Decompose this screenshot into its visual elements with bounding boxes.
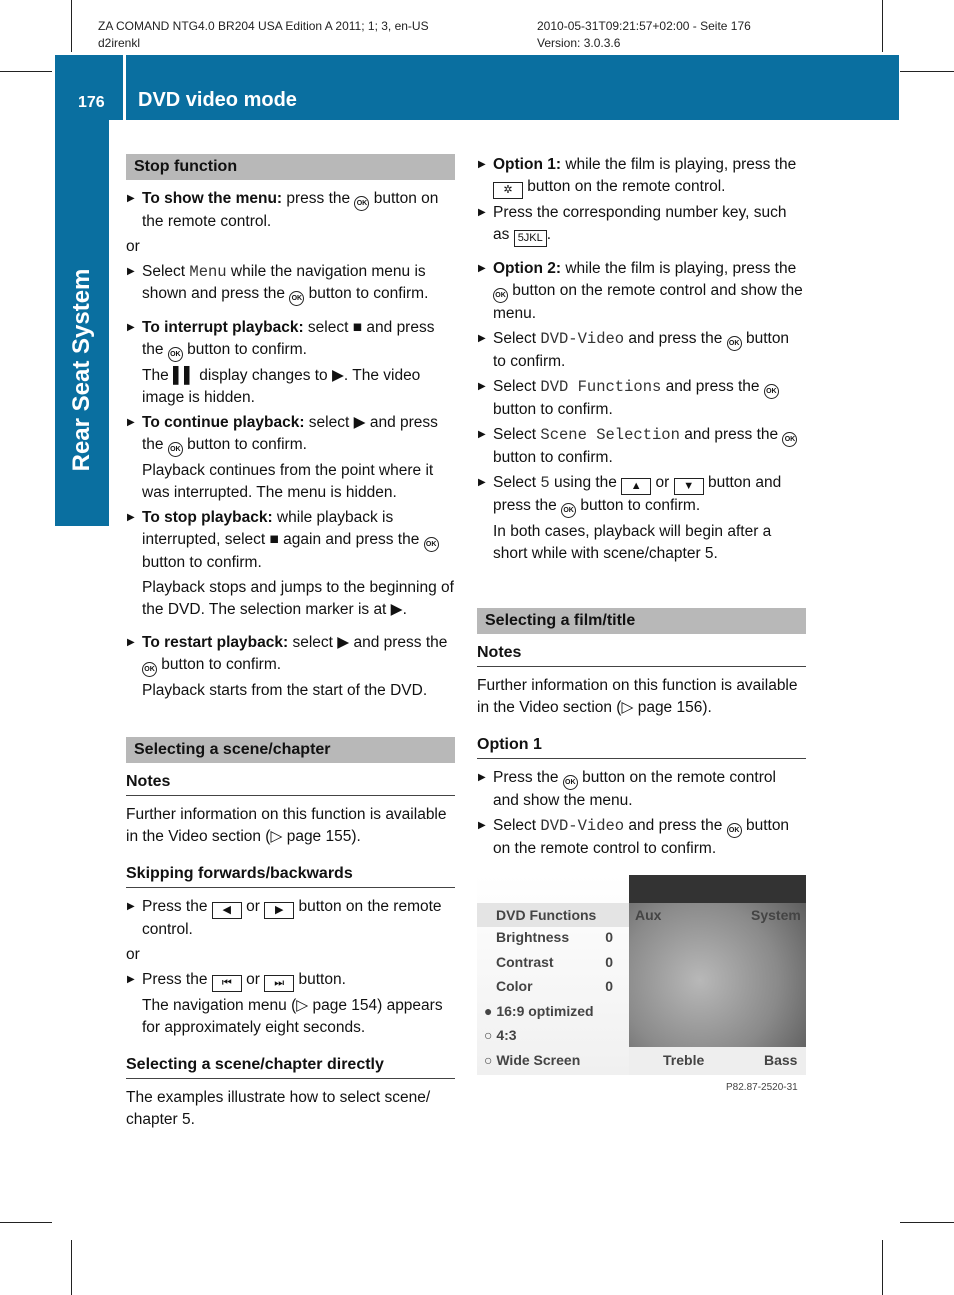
- step-text: select ▶ and press the: [142, 414, 438, 453]
- step-text: and press the: [624, 817, 727, 834]
- step-text: button and press the: [493, 474, 782, 514]
- crop-mark: [71, 0, 72, 52]
- ok-button-icon: OK: [142, 662, 157, 677]
- ok-button-icon: OK: [354, 196, 369, 211]
- step-text: button.: [294, 971, 346, 988]
- section-heading-stop-function: Stop function: [126, 154, 455, 180]
- notes-text: Further information on this function is available in the Video section (▷ page 156).: [477, 677, 798, 716]
- step-text: Select: [493, 378, 541, 395]
- right-column: [477, 154, 806, 863]
- ok-button-icon: OK: [493, 288, 508, 303]
- subheading-skipping: Skipping forwards/backwards: [126, 863, 455, 888]
- step-text: while playback is interrupted, select ■ again and press the: [142, 509, 424, 548]
- star-key-icon: ✲: [493, 182, 523, 199]
- menu-row-value: 0: [605, 929, 613, 945]
- subheading-notes: Notes: [126, 771, 455, 796]
- step-text: Press the: [493, 769, 563, 786]
- crop-mark: [900, 71, 954, 72]
- print-meta-right: [537, 18, 751, 52]
- meta-line: ZA COMAND NTG4.0 BR204 USA Edition A 2011; 1; 3, en-US: [98, 19, 429, 33]
- side-tab-label: Rear Seat System: [68, 268, 95, 472]
- step-lead: To continue playback:: [142, 414, 305, 431]
- forward-key-icon: ▶: [264, 902, 294, 919]
- ok-button-icon: OK: [424, 537, 439, 552]
- step-lead: To stop playback:: [142, 509, 273, 526]
- step-text: press the: [282, 190, 355, 207]
- bass-label: Bass: [764, 1052, 798, 1068]
- step-text: Select: [493, 330, 541, 347]
- section-heading-scene: Selecting a scene/chapter: [126, 737, 455, 763]
- step-text: Select: [142, 263, 190, 280]
- menu-row: [477, 1023, 629, 1047]
- up-arrow-key-icon: ▲: [621, 478, 651, 495]
- meta-line: Version: 3.0.3.6: [537, 36, 621, 50]
- menu-row-label: Contrast: [496, 953, 554, 970]
- meta-line: d2irenkl: [98, 36, 141, 50]
- step-text: Press the: [142, 971, 212, 988]
- step-text: select ■ and press the: [142, 319, 435, 358]
- ok-button-icon: OK: [289, 291, 304, 306]
- ok-button-icon: OK: [727, 823, 742, 838]
- number-key-icon: 5JKL: [514, 230, 547, 247]
- ok-button-icon: OK: [168, 347, 183, 362]
- step-lead: Option 1:: [493, 156, 562, 173]
- step-note: Playback continues from the point where it was interrupted. The menu is hidden.: [142, 462, 434, 501]
- menu-row-value: 0: [605, 953, 613, 970]
- step-text: and press the: [624, 330, 727, 347]
- header-divider: [123, 55, 126, 120]
- ok-button-icon: OK: [764, 384, 779, 399]
- menu-row-label: ● 16:9 optimized: [484, 1002, 594, 1019]
- menu-item-ref: Scene Selection: [540, 426, 680, 444]
- step-text: button on the remote control.: [142, 190, 439, 230]
- menu-row: [477, 1048, 629, 1072]
- step-text: Select: [493, 426, 541, 443]
- step-text: button to confirm.: [157, 656, 282, 673]
- step: [477, 202, 806, 247]
- step-note: The ▌▌ display changes to ▶. The video image is hidden.: [142, 367, 421, 406]
- step: [126, 188, 455, 233]
- step: [126, 261, 455, 306]
- menu-item-ref: Menu: [189, 263, 227, 281]
- menu-item-ref: 5: [540, 474, 550, 492]
- step: [477, 472, 806, 518]
- direct-text: The examples illustrate how to select scene/ chapter 5.: [126, 1089, 431, 1128]
- print-meta-left: [98, 18, 429, 52]
- menu-row-label: Color: [496, 978, 533, 994]
- or-text: or: [126, 946, 140, 963]
- ok-button-icon: OK: [782, 432, 797, 447]
- step-text: button on the remote control.: [523, 178, 726, 195]
- step-text: while the navigation menu is shown and press the: [142, 263, 426, 302]
- step-text: button to confirm.: [304, 285, 429, 302]
- menu-item-ref: DVD-Video: [540, 817, 625, 835]
- step: [477, 258, 806, 325]
- treble-label: Treble: [663, 1052, 705, 1068]
- subheading-option-1: Option 1: [477, 734, 806, 759]
- step-lead: To interrupt playback:: [142, 319, 304, 336]
- step-text: or: [651, 474, 674, 491]
- step: [126, 632, 455, 677]
- rewind-key-icon: ◀: [212, 902, 242, 919]
- menu-row: [477, 950, 629, 974]
- ok-button-icon: OK: [561, 503, 576, 518]
- or-text: or: [126, 238, 140, 255]
- left-column: [126, 154, 455, 1134]
- menu-item-ref: DVD Functions: [540, 378, 662, 396]
- step: [126, 969, 455, 992]
- step-text: or: [241, 898, 265, 915]
- crop-mark: [71, 1240, 72, 1295]
- crop-mark: [882, 0, 883, 52]
- step-text: while the film is playing, press the: [561, 260, 797, 277]
- step-note: Playback starts from the start of the DVD.: [142, 682, 428, 699]
- step: [477, 424, 806, 469]
- page-title: DVD video mode: [138, 89, 297, 111]
- notes-text: Further information on this function is available in the Video section (▷ page 155).: [126, 806, 447, 845]
- step-note: The navigation menu (▷ page 154) appears for approximately eight seconds.: [142, 997, 443, 1036]
- menu-row-label: ○ Wide Screen: [484, 1051, 581, 1068]
- step-text: button on the remote control and show the menu.: [493, 769, 776, 809]
- menu-row-label: ○ 4:3: [484, 1027, 517, 1043]
- step: [477, 767, 806, 812]
- side-tab-label-wrap: [55, 120, 109, 526]
- menu-row: [477, 974, 629, 998]
- menu-row: [477, 999, 629, 1023]
- step-text: button to confirm.: [576, 497, 701, 514]
- step-lead: Option 2:: [493, 260, 562, 277]
- menu-title: DVD Functions: [477, 903, 629, 927]
- menu-row-value: 0: [605, 978, 613, 994]
- meta-line: 2010-05-31T09:21:57+02:00 - Seite 176: [537, 19, 751, 33]
- menu-row: [477, 925, 629, 949]
- step: [477, 328, 806, 373]
- step-text: button to confirm.: [493, 401, 613, 418]
- figure-code: P82.87-2520-31: [726, 1082, 798, 1093]
- step-text: using the: [549, 474, 622, 491]
- step-text: button on the remote control to confirm.: [493, 817, 790, 857]
- menu-item-ref: DVD-Video: [540, 330, 625, 348]
- dvd-functions-screenshot: [477, 875, 806, 1075]
- step: [126, 317, 455, 362]
- ok-button-icon: OK: [563, 775, 578, 790]
- crop-mark: [0, 1222, 52, 1223]
- step-text: and press the: [661, 378, 764, 395]
- step-text: Press the: [142, 898, 212, 915]
- step: [126, 896, 455, 941]
- step: [477, 154, 806, 199]
- step-note: Playback stops and jumps to the beginning of the DVD. The selection marker is at ▶.: [142, 579, 454, 618]
- step-text: or: [241, 971, 265, 988]
- step-text: .: [546, 226, 552, 243]
- skip-forward-key-icon: ⏭: [264, 975, 294, 992]
- step-text: button on the remote control.: [142, 898, 442, 938]
- section-heading-film: Selecting a film/title: [477, 608, 806, 634]
- step-lead: To restart playback:: [142, 634, 289, 651]
- crop-mark: [900, 1222, 954, 1223]
- skip-back-key-icon: ⏮: [212, 975, 242, 992]
- subheading-notes: Notes: [477, 642, 806, 667]
- menu-row-label: Brightness: [496, 929, 570, 945]
- step-text: button to confirm.: [142, 554, 262, 571]
- step-text: select ▶ and press the: [288, 634, 448, 651]
- step-text: and press the: [679, 426, 783, 443]
- ok-button-icon: OK: [168, 442, 183, 457]
- ok-button-icon: OK: [727, 336, 742, 351]
- page-number: 176: [78, 94, 105, 111]
- step: [477, 815, 806, 860]
- step-text: Select: [493, 817, 541, 834]
- tab-aux: Aux: [635, 907, 662, 923]
- down-arrow-key-icon: ▼: [674, 478, 704, 495]
- step-text: Select: [493, 474, 541, 491]
- step-text: button to confirm.: [182, 436, 307, 453]
- step-text: button on the remote control and show the menu.: [493, 282, 803, 322]
- step: [126, 412, 455, 457]
- step: [126, 507, 455, 574]
- step-text: button to confirm.: [182, 341, 307, 358]
- step-text: button to confirm.: [493, 330, 790, 370]
- tab-system: System: [751, 907, 801, 923]
- crop-mark: [0, 71, 52, 72]
- step: [477, 376, 806, 421]
- step-note: In both cases, playback will begin after a short while with scene/chapter 5.: [493, 523, 772, 562]
- step-text: Press the corresponding number key, such as: [493, 204, 787, 243]
- step-lead: To show the menu:: [142, 190, 283, 207]
- step-text: button to confirm.: [493, 449, 613, 466]
- step-text: while the film is playing, press the: [561, 156, 797, 173]
- subheading-direct: Selecting a scene/chapter directly: [126, 1054, 455, 1079]
- crop-mark: [882, 1240, 883, 1295]
